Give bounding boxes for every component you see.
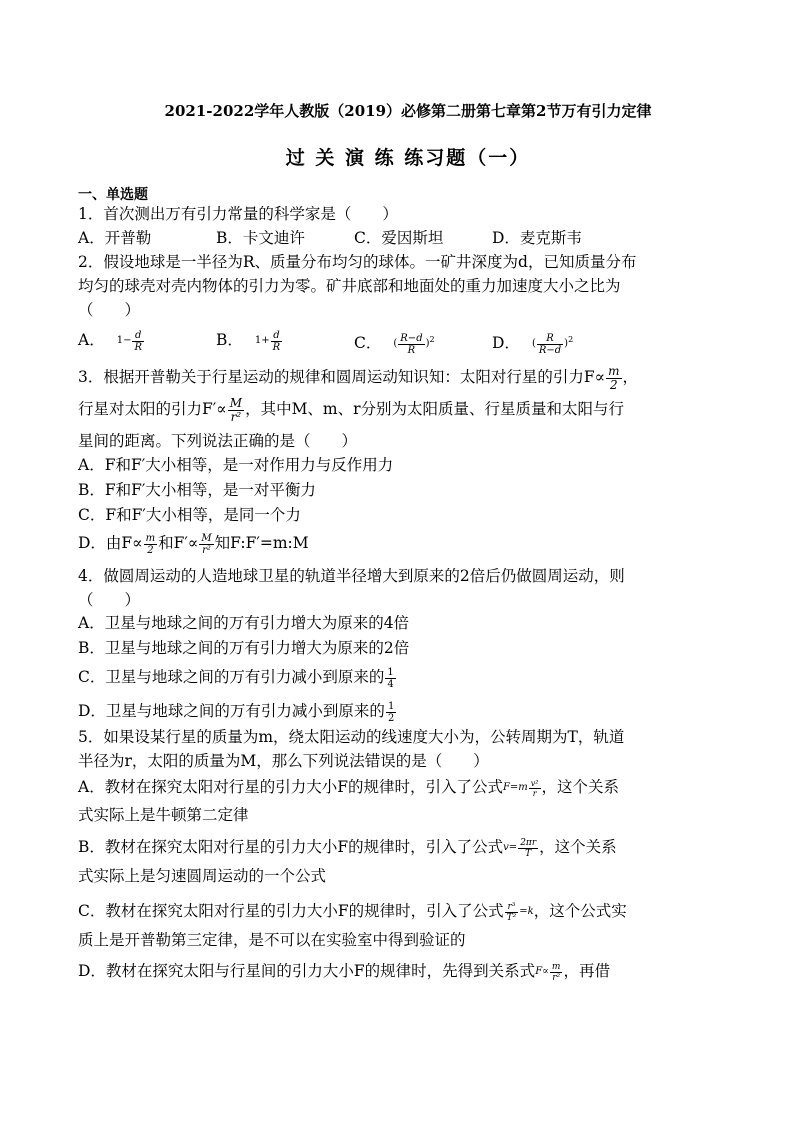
exponent: 2 [568, 335, 574, 344]
document-subtitle: 过 关 演 练 练习题（一） [285, 147, 531, 169]
formula-fraction [199, 533, 213, 556]
fraction-denominator: R [407, 344, 416, 356]
fraction-denominator: R−d [538, 344, 562, 356]
formula-fraction [505, 902, 519, 923]
option-text: C．卫星与地球之间的万有引力减小到原来的 [78, 668, 385, 686]
question-3-option-a[interactable]: A．F和F′大小相等，是一对作用力与反作用力 [78, 456, 394, 474]
question-3-text: 行星对太阳的引力F′∝ [78, 400, 227, 418]
fraction-denominator: r² [202, 544, 211, 556]
question-3-option-d[interactable] [78, 530, 309, 556]
fraction-denominator: r² [230, 409, 242, 424]
question-1-stem: 1．首次测出万有引力常量的科学家是（ ） [78, 205, 398, 223]
question-2-option-b[interactable] [216, 326, 354, 358]
option-text: D．由F∝ [78, 534, 143, 552]
question-2-options [78, 326, 630, 358]
question-2-option-c[interactable] [354, 326, 492, 358]
fraction-numerator: m [551, 961, 561, 972]
question-3-text: ，其中M、m、r分别为太阳质量、行星质量和太阳与行 [245, 400, 625, 418]
question-3-line-2 [78, 396, 624, 424]
fraction-numerator: m [145, 532, 156, 544]
formula-fraction [606, 365, 621, 392]
fraction-numerator: v² [530, 778, 539, 788]
question-1-options [78, 228, 630, 248]
fraction-numerator: r³ [505, 902, 519, 913]
fraction-numerator: R−d [400, 332, 423, 344]
formula-fraction [228, 397, 244, 424]
fraction-numerator: 1 [387, 700, 395, 712]
question-3-option-c[interactable]: C．F和F′大小相等，是同一个力 [78, 506, 301, 524]
formula-fraction [398, 333, 424, 356]
question-2-line-3: （ ） [78, 301, 141, 319]
option-letter: A． [78, 331, 105, 349]
fraction-numerator: 1 [387, 666, 394, 678]
formula-fraction [550, 962, 563, 983]
formula-fraction [537, 333, 563, 356]
question-1-option-c[interactable]: C．爱因斯坦 [354, 229, 444, 247]
question-1-option-b[interactable]: B．卡文迪许 [216, 229, 305, 247]
question-5-option-b[interactable] [78, 834, 617, 861]
option-letter: B． [216, 331, 243, 349]
option-text: B．教材在探究太阳对行星的引力大小F的规律时，引入了公式 [78, 838, 504, 856]
fraction-denominator: R [134, 341, 142, 353]
question-1-option-d[interactable]: D．麦克斯韦 [492, 229, 582, 247]
fraction-denominator: 2 [147, 544, 154, 556]
question-5-line-2: 半径为r，太阳的质量为M，那么下列说法错误的是（ ） [78, 752, 489, 770]
fraction-numerator: M [229, 395, 243, 410]
paren-open: ( [393, 338, 398, 350]
formula-fraction [271, 330, 283, 353]
question-2-line-2: 均匀的球壳对壳内物体的引力为零。矿井底部和地面处的重力加速度大小之比为 [78, 277, 621, 295]
question-2-option-a[interactable] [78, 326, 216, 358]
option-letter: C． [354, 334, 382, 353]
option-text: ，这个公式实 [533, 902, 627, 920]
option-text: ，这个关系 [539, 838, 617, 856]
question-5-option-c[interactable] [78, 898, 627, 925]
fraction-denominator: 2 [609, 377, 618, 392]
question-4-option-d[interactable] [78, 698, 397, 724]
question-5-option-d[interactable] [78, 958, 610, 985]
section-heading: 一、单选题 [78, 187, 148, 203]
question-5-option-a[interactable] [78, 774, 619, 801]
question-4-line-2: （ ） [78, 591, 141, 609]
formula-prefix: 1− [116, 335, 132, 346]
fraction-denominator: T [525, 848, 532, 859]
paren-open: ( [531, 338, 536, 350]
option-text: 知F:F′=m:M [214, 534, 309, 552]
fraction-denominator: r² [552, 972, 561, 983]
question-2-line-1: 2．假设地球是一半径为R、质量分布均匀的球体。一矿井深度为d，已知质量分布 [78, 253, 637, 271]
fraction-numerator: R [537, 333, 563, 345]
option-letter: D． [492, 334, 520, 353]
formula-fraction [518, 838, 538, 859]
fraction-denominator: T² [506, 912, 517, 923]
fraction-denominator: 2 [387, 712, 395, 724]
formula-suffix: =k [519, 906, 534, 917]
paren-close: ) [564, 338, 569, 350]
fraction-numerator: d [271, 330, 283, 342]
option-text: C．教材在探究太阳对行星的引力大小F的规律时，引入了公式 [78, 902, 504, 920]
option-text: D．教材在探究太阳与行星间的引力大小F的规律时，先得到关系式 [78, 962, 536, 980]
formula-fraction [386, 701, 396, 724]
question-3-text: ， [622, 368, 639, 386]
option-text: D．卫星与地球之间的万有引力减小到原来的 [78, 702, 385, 720]
fraction-denominator: R [272, 341, 281, 353]
fraction-numerator: d [132, 330, 144, 342]
formula-prefix: F∝ [535, 966, 549, 977]
question-5-option-b-line-2: 式实际上是匀速圆周运动的一个公式 [78, 867, 327, 885]
option-text: ，这个关系 [541, 778, 620, 796]
question-2-option-d[interactable] [492, 326, 630, 358]
question-4-option-b[interactable]: B．卫星与地球之间的万有引力增大为原来的2倍 [78, 639, 410, 657]
question-3-text: 3．根据开普勒关于行星运动的规律和圆周运动知识知：太阳对行星的引力F∝ [78, 368, 606, 386]
fraction-denominator: 4 [387, 678, 394, 690]
fraction-numerator: M [201, 532, 212, 544]
formula-fraction [144, 533, 157, 556]
formula-prefix: F=m [502, 782, 528, 793]
document-title: 2021-2022学年人教版（2019）必修第二册第七章第2节万有引力定律 [164, 102, 652, 120]
option-text: A．教材在探究太阳对行星的引力大小F的规律时，引入了公式 [78, 778, 503, 796]
option-text: ，再借 [563, 962, 610, 980]
fraction-denominator: r [532, 788, 537, 798]
question-4-line-1: 4．做圆周运动的人造地球卫星的轨道半径增大到原来的2倍后仍做圆周运动，则 [78, 567, 625, 585]
formula-fraction [132, 330, 144, 353]
formula-fraction [529, 779, 541, 798]
fraction-numerator: m [608, 363, 620, 378]
question-4-option-c[interactable] [78, 664, 397, 690]
formula-prefix: 1+ [254, 335, 270, 346]
question-4-option-a[interactable]: A．卫星与地球之间的万有引力增大为原来的4倍 [78, 614, 410, 632]
question-5-option-a-line-2: 式实际上是牛顿第二定律 [78, 806, 249, 824]
question-3-line-1 [78, 364, 638, 392]
question-3-option-b[interactable]: B．F和F′大小相等，是一对平衡力 [78, 481, 316, 499]
formula-fraction [385, 667, 395, 690]
formula-prefix: v= [503, 842, 518, 853]
question-5-line-1: 5．如果设某行星的质量为m，绕太阳运动的线速度大小为，公转周期为T，轨道 [78, 728, 625, 746]
exponent: 2 [429, 335, 435, 344]
paren-close: ) [425, 338, 430, 350]
question-1-option-a[interactable]: A．开普勒 [78, 229, 152, 247]
option-text: 和F′∝ [158, 534, 199, 552]
question-5-option-c-line-2: 质上是开普勒第三定律，是不可以在实验室中得到验证的 [78, 931, 466, 949]
fraction-numerator: 2πr [520, 837, 537, 848]
question-3-line-3: 星间的距离。下列说法正确的是（ ） [78, 432, 358, 450]
